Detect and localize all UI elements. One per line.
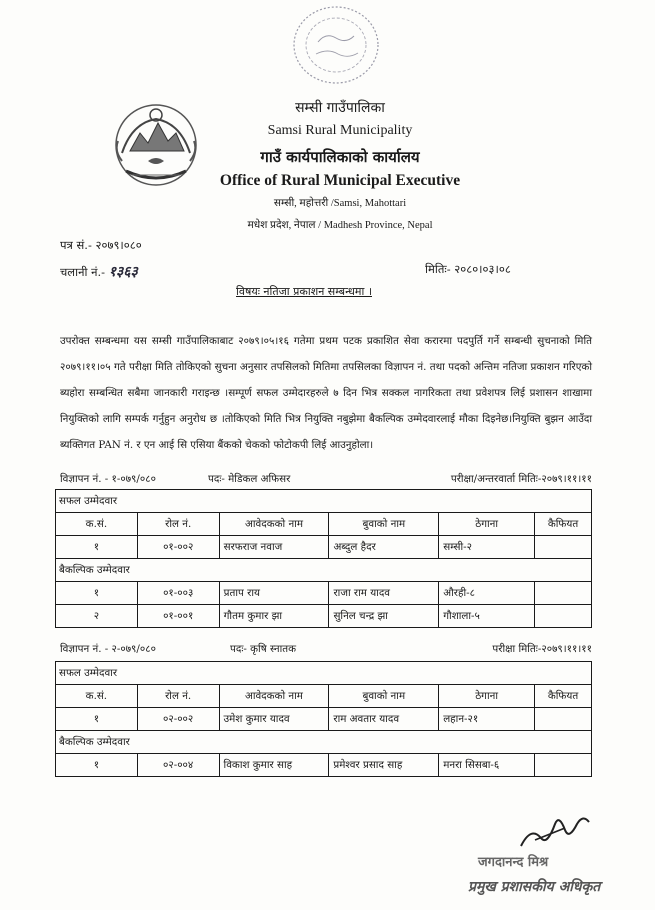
header-applicant-name: आवेदकको नाम xyxy=(219,685,329,708)
successful-section-label: सफल उम्मेदवार xyxy=(56,490,592,513)
dispatch-number-handwritten: १३६३ xyxy=(108,264,138,280)
table-row xyxy=(56,582,592,605)
cell-remarks xyxy=(535,605,592,628)
table-row xyxy=(56,754,592,777)
cell-name: प्रताप राय xyxy=(219,582,329,605)
signatory-title: प्रमुख प्रशासकीय अधिकृत xyxy=(468,879,601,895)
cell-roll: ०१-००३ xyxy=(137,582,219,605)
municipality-name-en: Samsi Rural Municipality xyxy=(267,123,413,138)
letter-date: मितिः- २०८०।०३।०८ xyxy=(425,262,511,276)
table-row xyxy=(56,605,592,628)
header-applicant-name: आवेदकको नाम xyxy=(219,513,329,536)
subject-line xyxy=(236,284,372,299)
notice-body-paragraph: उपरोक्त सम्बन्धमा यस सम्सी गाउँपालिकाबाट २०७९।०५।१६ गतेमा प्रथम पटक प्रकाशित सेवा करारमा पदपुर्ति गर्ने सम्बन्धी सुचनाको मिति २०७९।११।०५ गते परीक्षा मिति तोकिएको सुचना अनुसार तपसिलको मितिमा तपसिलका विज्ञापन नं. तथा पदको अन्तिम नतिजा प्रकाशन गरिएको ब्यहोरा सम्बन्धित सबैमा जानकारी गराइन्छ ।सम्पूर्ण सफल उम्मेदारहरुले ७ दिन भित्र सक्कल नागरिकता तथा प्रवेशपत्र लिई प्रशासन शाखामा नियुक्तिको लागि सम्पर्क गर्नुहुन अनुरोध छ ।तोकिएको मिति भित्र नियुक्ति नबुझेमा बैकल्पिक उम्मेदवारलाई मौका दिइनेछ।नियुक्ति बुझन आउँदा ब्यक्तिगत PAN नं. र एन आई सि एसिया बैंकको चेकको फोटोकपी लिई आउनुहोला। xyxy=(60,335,592,451)
signatory-name: जगदानन्द मिश्र xyxy=(478,855,549,870)
vacancy-1-exam-date: परीक्षा/अन्तरवार्ता मितिः-२०७९।११।११ xyxy=(450,473,592,485)
vacancy-2-post: पदः- कृषि स्नातक xyxy=(230,643,297,655)
header-roll: रोल नं. xyxy=(137,513,219,536)
address-line-2: मधेश प्रदेश, नेपाल / Madhesh Province, Nepal xyxy=(247,220,433,231)
header-father-name: बुवाको नाम xyxy=(329,513,439,536)
header-address: ठेगाना xyxy=(439,685,535,708)
cell-father: प्रमेश्वर प्रसाद साह xyxy=(329,754,439,777)
cell-sn: २ xyxy=(56,605,138,628)
cell-father: राजा राम यादव xyxy=(329,582,439,605)
section-row xyxy=(56,662,592,685)
header-address: ठेगाना xyxy=(439,513,535,536)
cell-roll: ०१-००२ xyxy=(137,536,219,559)
cell-name: विकाश कुमार साह xyxy=(219,754,329,777)
vacancy-2-ad-number: विज्ञापन नं. - २-०७९/०८० xyxy=(60,643,156,655)
table-header-row xyxy=(56,513,592,536)
cell-name: सरफराज नवाज xyxy=(219,536,329,559)
vacancy-2-result-table xyxy=(55,661,592,777)
cell-sn: १ xyxy=(56,708,138,731)
table-header-row xyxy=(56,685,592,708)
table-row xyxy=(56,536,592,559)
cell-father: राम अवतार यादव xyxy=(329,708,439,731)
municipality-name-np: सम्सी गाउँपालिका xyxy=(295,100,385,116)
vacancy-1-result-table xyxy=(55,489,592,628)
round-stamp-icon xyxy=(288,2,384,88)
cell-name: उमेश कुमार यादव xyxy=(219,708,329,731)
vacancy-2-exam-date: परीक्षा मितिः-२०७९।११।११ xyxy=(492,643,592,655)
alternate-section-label: बैकल्पिक उम्मेदवार xyxy=(56,731,592,754)
dispatch-number-line xyxy=(60,262,138,281)
cell-sn: १ xyxy=(56,582,138,605)
cell-address: सम्सी-२ xyxy=(439,536,535,559)
alternate-section-label: बैकल्पिक उम्मेदवार xyxy=(56,559,592,582)
header-father-name: बुवाको नाम xyxy=(329,685,439,708)
header-remarks: कैफियत xyxy=(535,513,592,536)
cell-remarks xyxy=(535,536,592,559)
address-line-1: सम्सी, महोत्तरी /Samsi, Mahottari xyxy=(273,198,407,209)
cell-address: औरही-८ xyxy=(439,582,535,605)
cell-address: मनरा सिसबा-६ xyxy=(439,754,535,777)
vacancy-1-post: पदः- मेडिकल अफिसर xyxy=(208,473,291,485)
cell-roll: ०२-००४ xyxy=(137,754,219,777)
office-name-en: Office of Rural Municipal Executive xyxy=(219,172,461,189)
cell-roll: ०१-००१ xyxy=(137,605,219,628)
cell-address: गौशाला-५ xyxy=(439,605,535,628)
cell-father: अब्दुल हैदर xyxy=(329,536,439,559)
dispatch-number-label: चलानी नं.- xyxy=(60,265,106,279)
cell-remarks xyxy=(535,754,592,777)
subject-text: विषयः नतिजा प्रकाशन सम्बन्धमा । xyxy=(236,285,372,298)
header-remarks: कैफियत xyxy=(535,685,592,708)
letter-number: पत्र सं.- २०७९।०८० xyxy=(60,238,142,252)
header-sn: क.सं. xyxy=(56,513,138,536)
header-roll: रोल नं. xyxy=(137,685,219,708)
cell-remarks xyxy=(535,708,592,731)
cell-sn: १ xyxy=(56,536,138,559)
cell-sn: १ xyxy=(56,754,138,777)
table-row xyxy=(56,708,592,731)
header-sn: क.सं. xyxy=(56,685,138,708)
section-row xyxy=(56,559,592,582)
vacancy-1-ad-number: विज्ञापन नं. - १-०७९/०८० xyxy=(60,473,156,485)
section-row xyxy=(56,490,592,513)
cell-father: सुनिल चन्द्र झा xyxy=(329,605,439,628)
section-row xyxy=(56,731,592,754)
office-name-np: गाउँ कार्यपालिकाको कार्यालय xyxy=(260,148,420,166)
cell-name: गौतम कुमार झा xyxy=(219,605,329,628)
cell-remarks xyxy=(535,582,592,605)
successful-section-label: सफल उम्मेदवार xyxy=(56,662,592,685)
cell-roll: ०२-००२ xyxy=(137,708,219,731)
cell-address: लहान-२१ xyxy=(439,708,535,731)
